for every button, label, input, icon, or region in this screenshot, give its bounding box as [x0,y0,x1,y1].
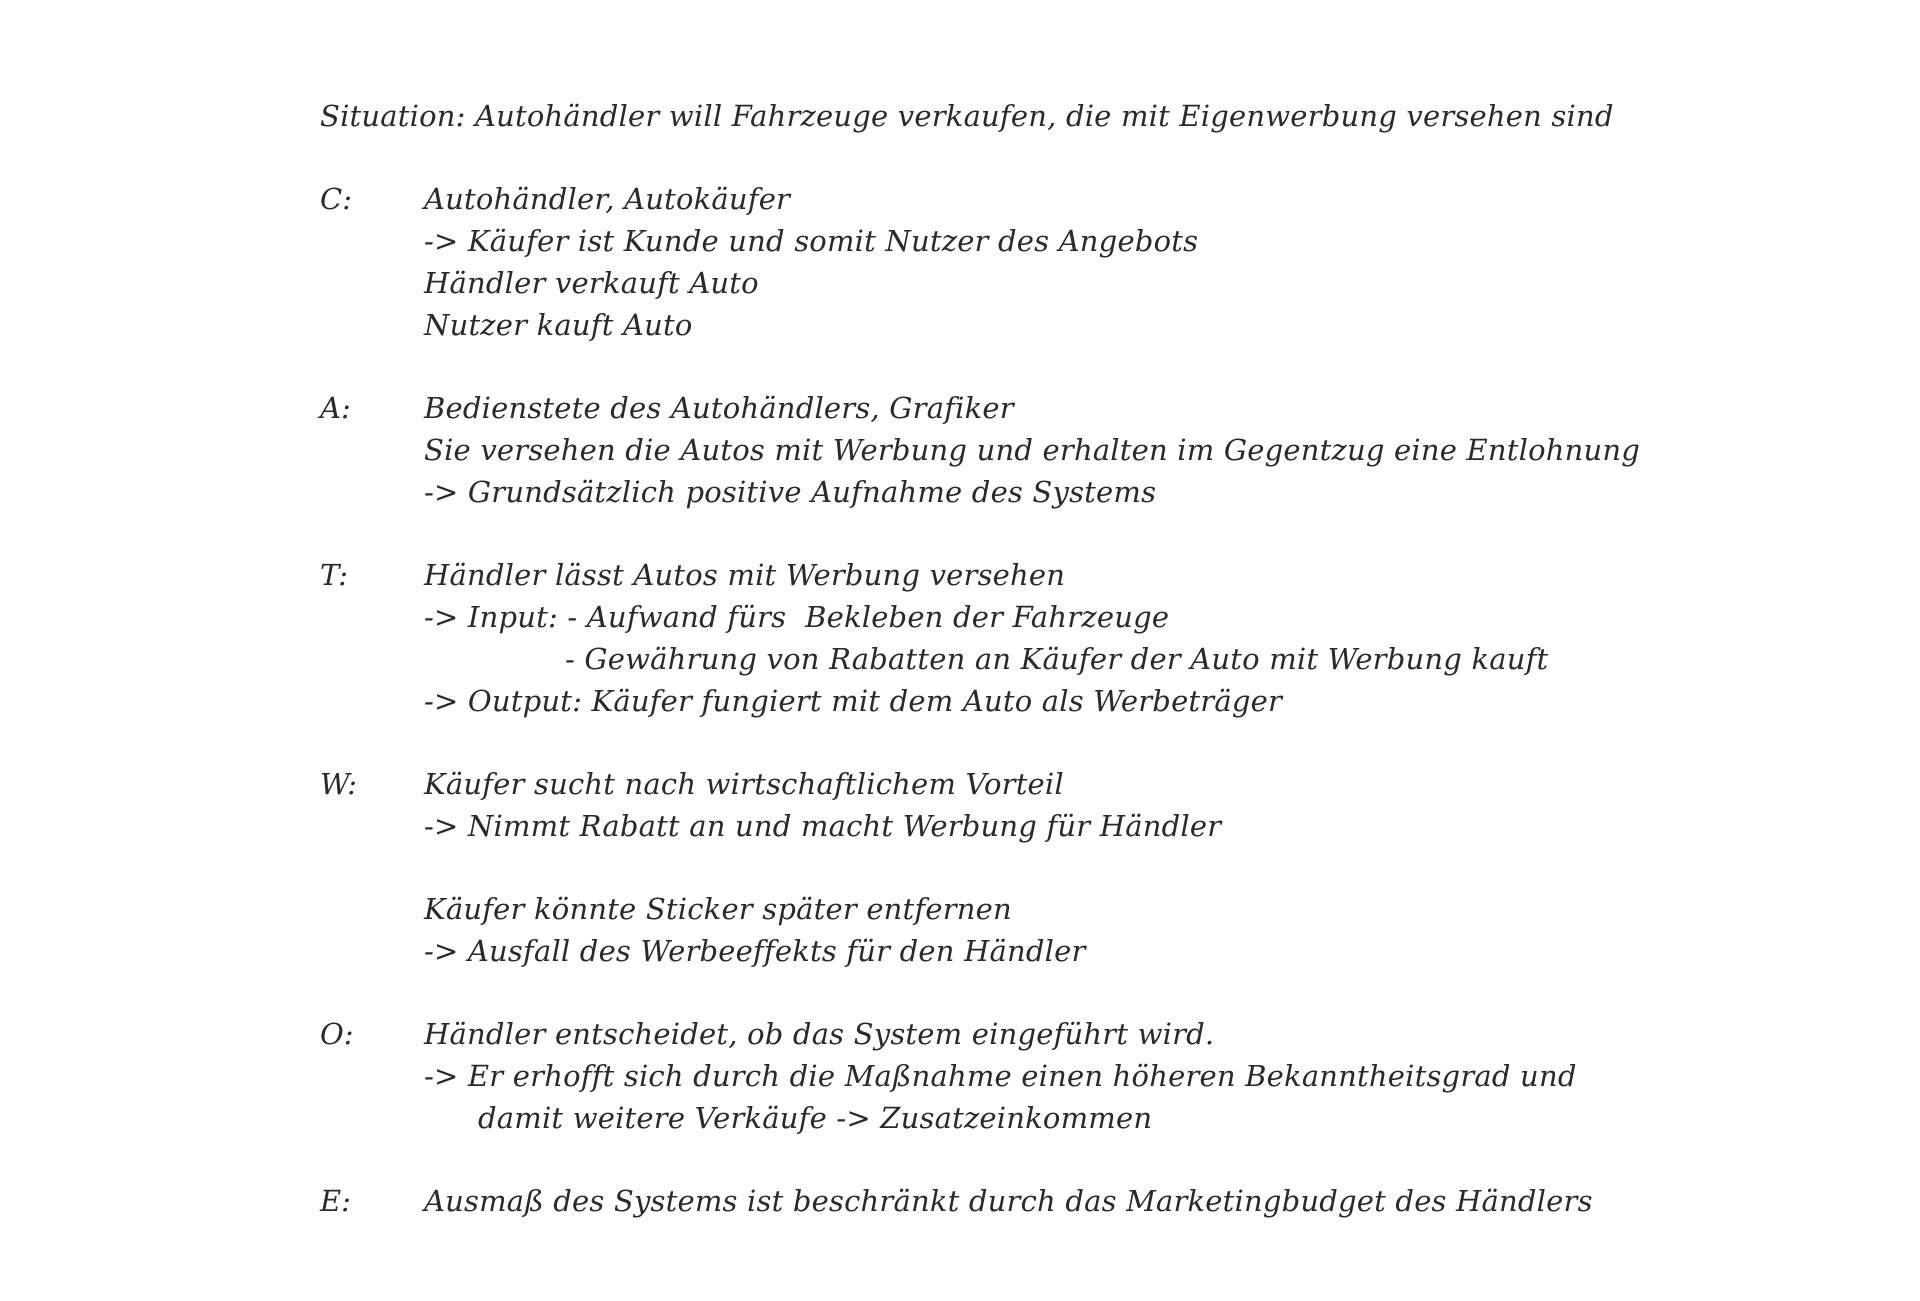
section-w-line-1: Käufer sucht nach wirtschaftlichem Vorteil [424,767,1064,801]
section-label-w: W: [320,767,358,801]
section-c-line-3: Händler verkauft Auto [424,266,759,300]
section-label-e: E: [320,1184,351,1218]
section-c-line-2: -> Käufer ist Kunde und somit Nutzer des Angebots [424,224,1199,258]
section-e-line-1: Ausmaß des Systems ist beschränkt durch das Marketingbudget des Händlers [424,1184,1593,1218]
section-a-line-3: -> Grundsätzlich positive Aufnahme des Systems [424,475,1157,509]
section-t-line-3: - Gewährung von Rabatten an Käufer der Auto mit Werbung kauft [565,642,1549,676]
section-a-line-2: Sie versehen die Autos mit Werbung und erhalten im Gegentzug eine Entlohnung [424,433,1641,467]
handwritten-notes-document [320,0,1880,1301]
section-label-o: O: [320,1017,354,1051]
section-label-c: C: [320,182,352,216]
section-t-line-2: -> Input: - Aufwand fürs Bekleben der Fahrzeuge [424,600,1170,634]
section-o-line-3: damit weitere Verkäufe -> Zusatzeinkommen [478,1101,1153,1135]
section-t-line-4: -> Output: Käufer fungiert mit dem Auto als Werbeträger [424,684,1283,718]
section-t-line-1: Händler lässt Autos mit Werbung versehen [424,558,1066,592]
section-a-line-1: Bedienstete des Autohändlers, Grafiker [424,391,1014,425]
section-c-line-1: Autohändler, Autokäufer [424,182,791,216]
section-c-line-4: Nutzer kauft Auto [424,308,693,342]
situation-line: Situation: Autohändler will Fahrzeuge verkaufen, die mit Eigenwerbung versehen sind [320,99,1614,133]
section-label-t: T: [320,558,349,592]
section-w-line-3: Käufer könnte Sticker später entfernen [424,892,1012,926]
section-w-line-4: -> Ausfall des Werbeeffekts für den Händler [424,934,1086,968]
section-o-line-2: -> Er erhofft sich durch die Maßnahme einen höheren Bekanntheitsgrad und [424,1059,1577,1093]
section-w-line-2: -> Nimmt Rabatt an und macht Werbung für Händler [424,809,1222,843]
section-o-line-1: Händler entscheidet, ob das System eingeführt wird. [424,1017,1215,1051]
section-label-a: A: [320,391,351,425]
